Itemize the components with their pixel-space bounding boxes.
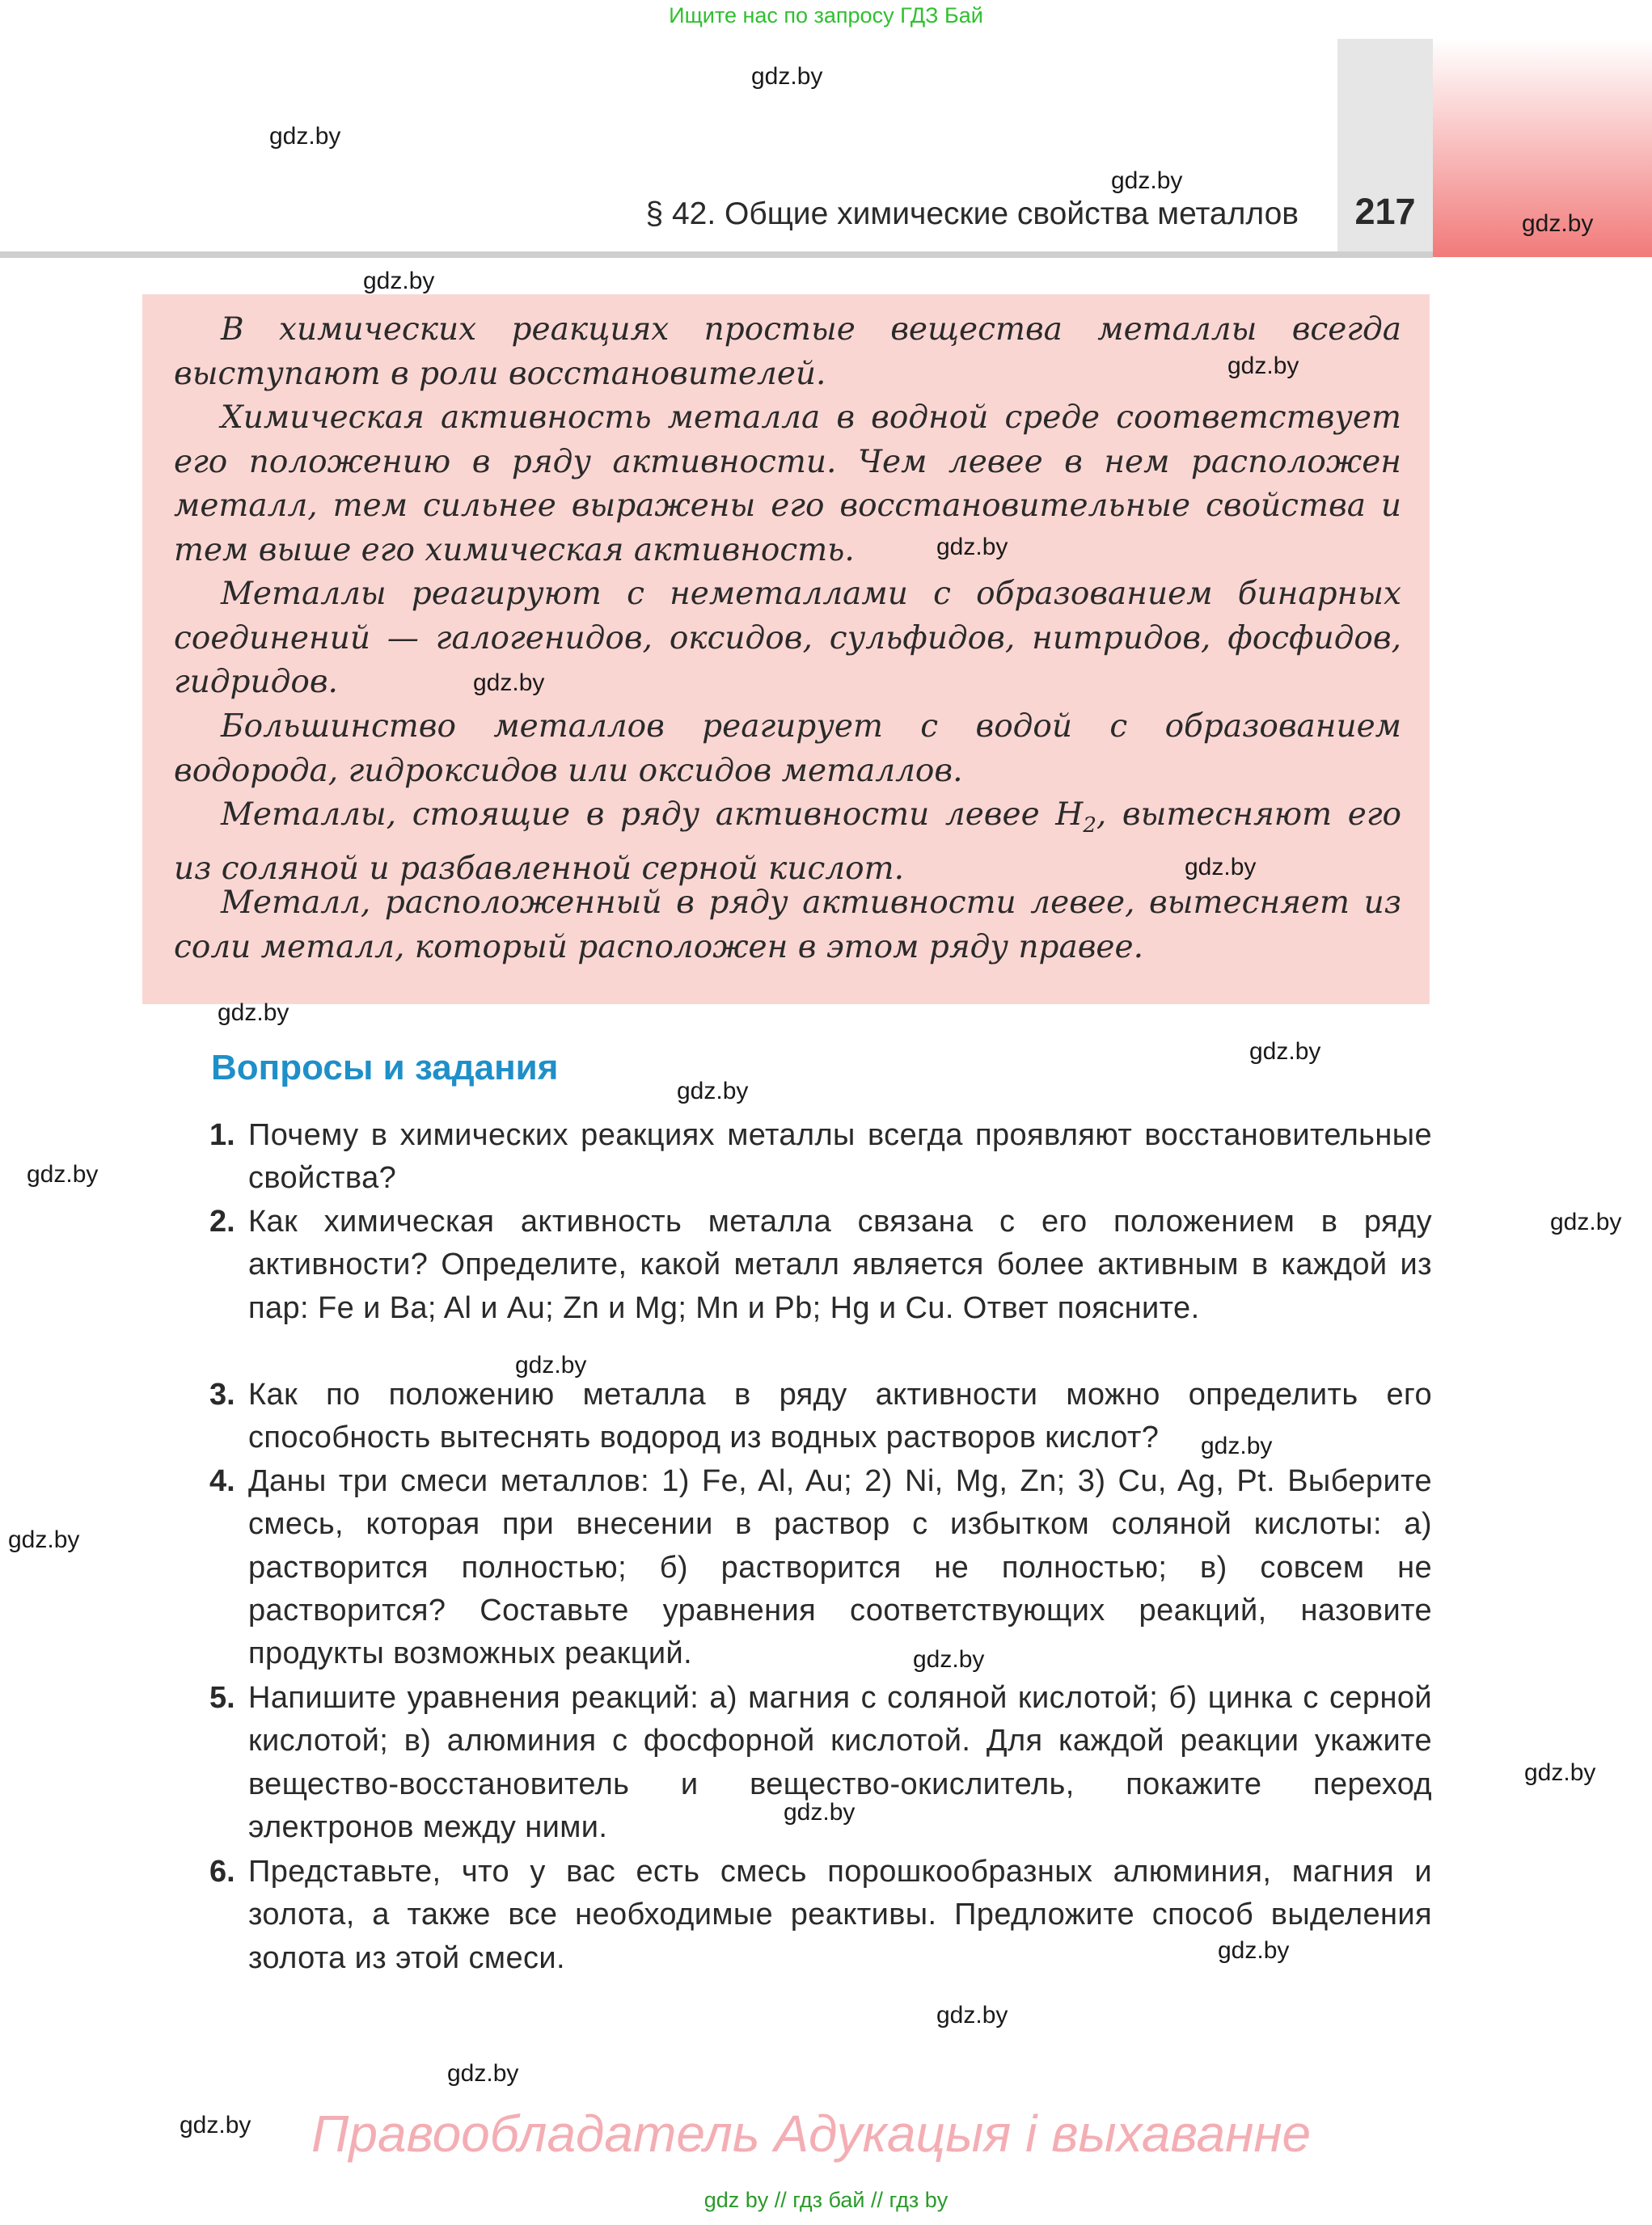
- watermark: gdz.by: [27, 1161, 99, 1188]
- watermark: gdz.by: [180, 2112, 251, 2138]
- summary-text: Металлы, стоящие в ряду активности левее H: [221, 796, 1084, 833]
- question-number: 5.: [209, 1681, 235, 1715]
- summary-text: , вытесняют его из соляной и разбавленной серной кислот.: [174, 796, 1402, 888]
- question-text: Представьте, что у вас есть смесь порошкообразных алюминия, магния и золота, а также все необходимые реактивы. Предложите способ выделения золота из этой смеси.: [248, 1855, 1432, 1975]
- watermark: gdz.by: [913, 1646, 985, 1673]
- watermark: gdz.by: [1227, 353, 1299, 379]
- watermark: gdz.by: [515, 1352, 587, 1378]
- question-number: 4.: [209, 1464, 235, 1498]
- watermark: gdz.by: [1201, 1433, 1273, 1459]
- question-text: Даны три смеси металлов: 1) Fe, Al, Au; 2) Ni, Mg, Zn; 3) Cu, Ag, Pt. Выберите смесь, которая при внесении в раствор с избытком соляной кислоты: а) растворится полностью; б) растворится не полностью; в) совсем не растворится? Составьте уравнения соответствующих реакций, назовите продукты возможных реакций.: [248, 1464, 1432, 1671]
- summary-paragraph: Металл, расположенный в ряду активности левее, вытесняет из соли металл, который расположен в этом ряду правее.: [174, 885, 1401, 965]
- header-divider: [0, 251, 1433, 258]
- question-number: 3.: [209, 1378, 235, 1412]
- watermark: gdz.by: [8, 1526, 80, 1553]
- subscript-2: 2: [1083, 813, 1096, 838]
- question-text: Как по положению металла в ряду активности можно определить его способность вытеснять водород из водных растворов кислот?: [248, 1378, 1432, 1455]
- watermark: gdz.by: [1111, 167, 1183, 194]
- watermark: gdz.by: [1524, 1759, 1596, 1786]
- question-number: 2.: [209, 1205, 235, 1239]
- questions-heading: Вопросы и задания: [211, 1048, 559, 1087]
- watermark: gdz.by: [751, 63, 823, 90]
- question-item: [209, 1460, 1432, 1675]
- question-item: [209, 1201, 1432, 1330]
- watermark: gdz.by: [447, 2060, 519, 2087]
- watermark: gdz.by: [936, 534, 1008, 560]
- question-item: [209, 1114, 1432, 1201]
- copyright-watermark: Правообладатель Адукацыя і выхаванне: [311, 2105, 1312, 2163]
- question-number: 6.: [209, 1855, 235, 1889]
- summary-paragraph: Большинство металлов реагирует с водой с образованием водорода, гидроксидов или оксидов металлов.: [174, 708, 1401, 789]
- summary-paragraph: В химических реакциях простые вещества металлы всегда выступают в роли восстановителей.: [174, 311, 1401, 392]
- watermark: gdz.by: [784, 1799, 856, 1826]
- watermark: gdz.by: [363, 268, 435, 294]
- watermark: gdz.by: [1550, 1209, 1622, 1235]
- watermark: gdz.by: [1185, 854, 1257, 880]
- question-text: Почему в химических реакциях металлы всегда проявляют восстановительные свойства?: [248, 1118, 1432, 1196]
- question-text: Как химическая активность металла связана с его положением в ряду активности? Определите, какой металл является более активным в каждой из пар: Fe и Ba; Al и Au; Zn и Mg; Mn и Pb; Hg и Cu. Ответ поясните.: [248, 1205, 1432, 1325]
- page-number: 217: [1354, 191, 1416, 232]
- watermark: gdz.by: [936, 2002, 1008, 2029]
- watermark: gdz.by: [269, 123, 341, 150]
- question-number: 1.: [209, 1118, 235, 1152]
- summary-paragraph: Металлы реагируют с неметаллами с образованием бинарных соединений — галогенидов, оксидов, сульфидов, нитридов, фосфидов, гидридов.: [174, 576, 1401, 700]
- watermark: gdz.by: [1249, 1038, 1321, 1065]
- top-promo-text: Ищите нас по запросу ГДЗ Бай: [669, 3, 983, 27]
- watermark: gdz.by: [677, 1078, 749, 1104]
- watermark: gdz.by: [473, 669, 545, 696]
- footer-links: gdz by // гдз бай // гдз by: [703, 2188, 949, 2212]
- question-text: Напишите уравнения реакций: а) магния с соляной кислотой; б) цинка с серной кислотой; в) алюминия с фосфорной кислотой. Для каждой реакции укажите вещество-восстановитель и вещество-окислитель, покажите переход электронов между ними.: [248, 1681, 1432, 1844]
- watermark: gdz.by: [1218, 1937, 1290, 1964]
- watermark: gdz.by: [1522, 210, 1594, 237]
- watermark: gdz.by: [218, 999, 289, 1026]
- section-title: § 42. Общие химические свойства металлов: [645, 196, 1299, 231]
- summary-paragraph: Химическая активность металла в водной среде соответствует его положению в ряду активности. Чем левее в нем расположен металл, тем сильнее выражены его восстановительные свойства и тем выше его химическая активность.: [174, 399, 1401, 568]
